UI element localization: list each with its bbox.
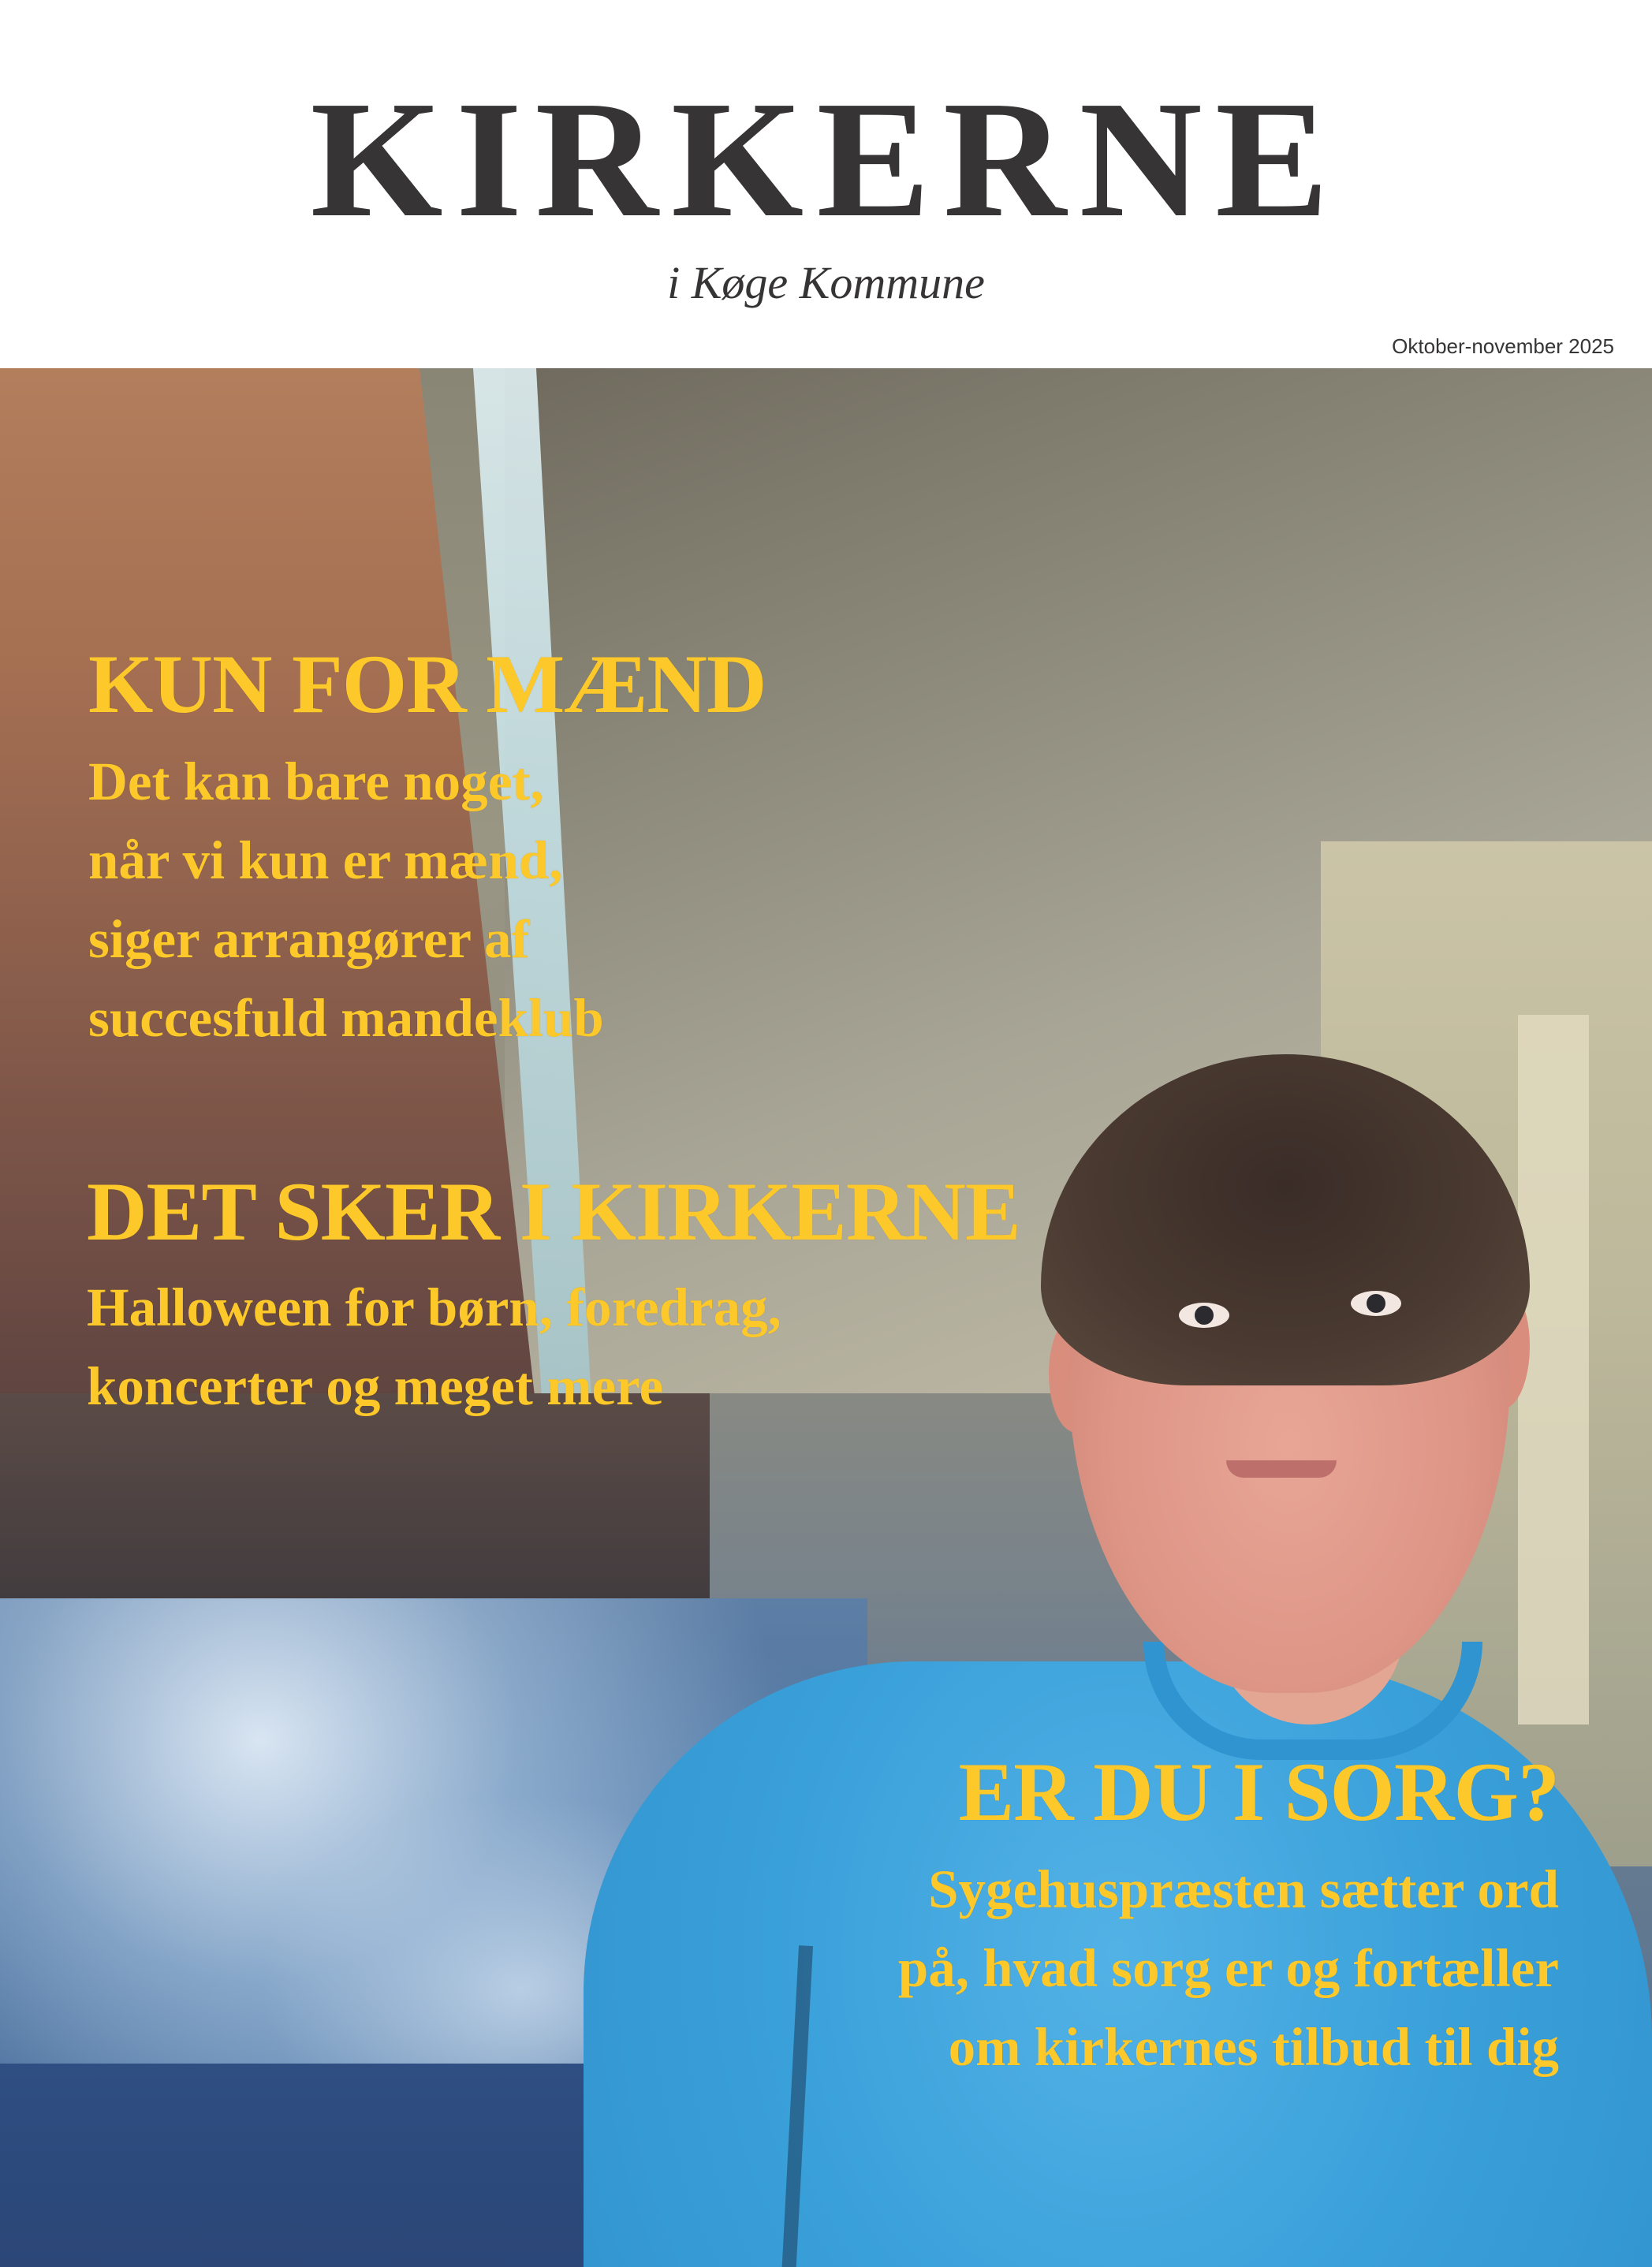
- person-eye-right: [1351, 1291, 1401, 1316]
- teaser-line: Det kan bare noget,: [88, 751, 544, 811]
- story-kun-for-maend[interactable]: [88, 638, 766, 1057]
- story-headline: ER DU I SORG?: [958, 1746, 1559, 1838]
- story-teaser: [87, 1268, 1020, 1426]
- story-det-sker-i-kirkerne[interactable]: [87, 1165, 1020, 1426]
- magazine-title: KIRKERNE: [310, 66, 1342, 252]
- person-eye-left: [1179, 1303, 1229, 1328]
- teaser-line: succesfuld mandeklub: [88, 988, 604, 1048]
- teaser-line: koncerter og meget mere: [87, 1356, 664, 1416]
- person-mouth: [1226, 1460, 1337, 1478]
- magazine-subtitle: i Køge Kommune: [667, 257, 985, 308]
- story-teaser: [898, 1850, 1559, 2086]
- story-teaser: [88, 742, 766, 1057]
- teaser-line: når vi kun er mænd,: [88, 830, 563, 890]
- photo-pillar: [1518, 1015, 1589, 1724]
- story-er-du-i-sorg[interactable]: [897, 1746, 1559, 2086]
- teaser-line: på, hvad sorg er og fortæller: [897, 1938, 1559, 1998]
- masthead: [0, 0, 1652, 368]
- teaser-line: siger arrangører af: [88, 909, 530, 969]
- story-headline: DET SKER I KIRKERNE: [87, 1165, 1020, 1258]
- story-headline: KUN FOR MÆND: [88, 638, 766, 730]
- photo-shadow-area: [0, 1393, 710, 1630]
- teaser-line: Sygehuspræsten sætter ord: [928, 1859, 1559, 1919]
- teaser-line: Halloween for børn, foredrag,: [87, 1277, 781, 1337]
- issue-date: Oktober-november 2025: [1392, 334, 1614, 358]
- teaser-line: om kirkernes tilbud til dig: [948, 2017, 1559, 2077]
